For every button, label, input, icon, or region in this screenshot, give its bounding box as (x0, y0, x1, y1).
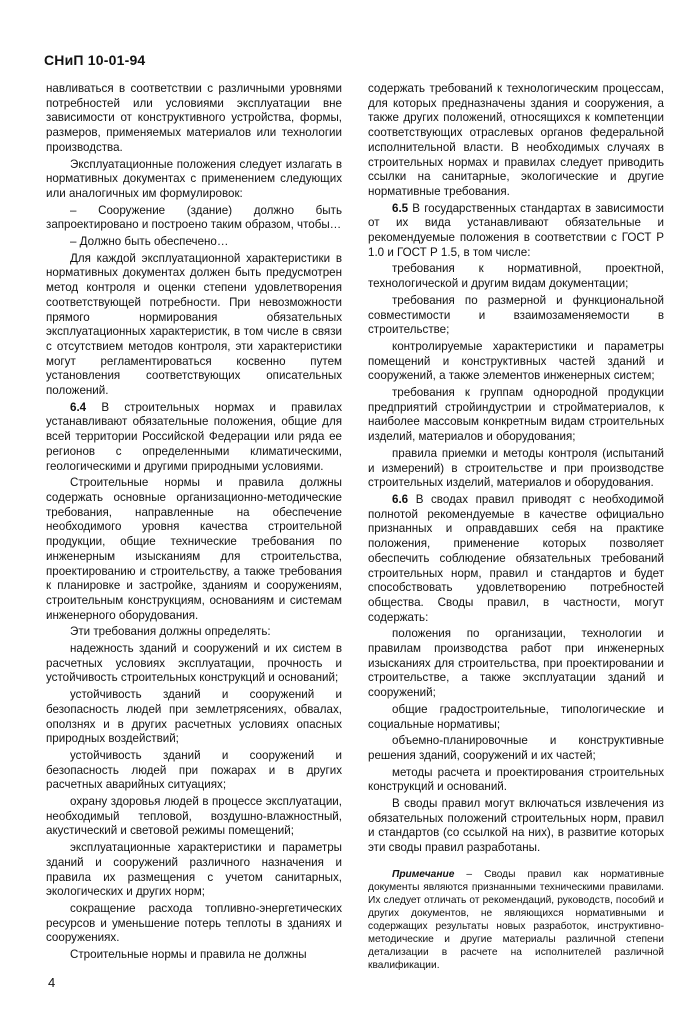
paragraph-text: В строительных нормах и правилах устанавливают обязательные положения, общие для всей территории Российской Федерации или ряда ее регионов с определенными климатическими, геологическими и другими природными условиями. (46, 400, 342, 473)
list-item: объемно-планировочные и конструктивные решения зданий, сооружений и их частей; (368, 734, 664, 762)
paragraph: Для каждой эксплуатационной характеристики в нормативных документах должен быть предусмотрен метод контроля и оценки степени удовлетворения соответствующей потребности. При невозможности прямого нормирования обязательных эксплуатационных характеристик, в том числе в связи с отсутствием методов контроля, эти характеристики могут регламентироваться косвенно путем установления соответствующих описательных положений. (46, 251, 342, 398)
list-item: устойчивость зданий и сооружений и безопасность людей при пожарах и в других расчетных аварийных ситуациях; (46, 748, 342, 792)
note-label: Примечание (392, 868, 455, 880)
quoted-formulation: – Сооружение (здание) должно быть запроектировано и построено таким образом, чтобы… (46, 203, 342, 232)
list-item: охрану здоровья людей в процессе эксплуатации, необходимый тепловой, воздушно-влажностный, акустический и световой режимы помещений; (46, 795, 342, 838)
numbered-paragraph (368, 202, 664, 261)
list-item: устойчивость зданий и сооружений и безопасность людей при землетрясениях, обвалах, оползнях и в других расчетных условиях опасных природных воздействий; (46, 688, 342, 746)
list-item: требования по размерной и функциональной совместимости и взаимозаменяемости в строительстве; (368, 293, 664, 337)
list-item: требования к нормативной, проектной, технологической и другим видам документации; (368, 262, 664, 291)
list-item: сокращение расхода топливно-энергетических ресурсов и уменьшение потерь теплоты в зданиях и сооружениях. (46, 901, 342, 945)
paragraph: содержать требований к технологическим процессам, для которых предназначены здания и сооружения, а также других положений, относящихся к компетенции соответствующих отраслевых органов федеральной исполнительной власти. В необходимых случаях в строительных нормах и правилах следует приводить ссылки на санитарные, экологические и другие нормативные требования. (368, 82, 664, 198)
list-item: методы расчета и проектирования строительных конструкций и оснований. (368, 765, 664, 794)
list-item: контролируемые характеристики и параметры помещений и конструктивных частей зданий и сооружений, а также элементов инженерных систем; (368, 339, 664, 383)
list-item: надежность зданий и сооружений и их систем в расчетных условиях эксплуатации, прочность и устойчивость строительных конструкций и оснований; (46, 642, 342, 685)
left-text-column (46, 82, 342, 965)
paragraph: В своды правил могут включаться извлечения из обязательных положений строительных норм, правил и стандартов (со ссылкой на них), в развитие которых эти своды правил разработаны. (368, 797, 664, 855)
paragraph: Строительные нормы и правила не должны (70, 948, 307, 962)
quoted-formulation: – Должно быть обеспечено… (70, 235, 229, 249)
paragraph-text: В государственных стандартах в зависимости от их вида устанавливают обязательные и рекомендуемые положения в соответствии с ГОСТ Р 1.0 и ГОСТ Р 1.5, в том числе: (368, 201, 664, 259)
numbered-paragraph (46, 401, 342, 475)
section-number: 6.6 (392, 492, 409, 506)
list-item: положения по организации, технологии и правилам производства работ при инженерных изысканиях для строительства, при проектировании и строительстве, а также эксплуатации зданий и сооружений; (368, 627, 664, 700)
paragraph: Строительные нормы и правила должны содержать основные организационно-методические требования, направленные на обеспечение необходимого уровня качества строительной продукции, общие технические требования по инженерным изысканиям для строительства, проектированию и строительству, а также требования к планировке и застройке, зданиям и сооружениям, строительным конструкциям, основаниям и системам инженерного оборудования. (46, 476, 342, 622)
paragraph: Эксплуатационные положения следует излагать в нормативных документах с применением следующих или аналогичных им формулировок: (46, 157, 342, 200)
section-number: 6.4 (70, 400, 87, 414)
paragraph: Эти требования должны определять: (70, 625, 271, 639)
note-text: – Своды правил как нормативные документы являются признанными техническими правилами. Их следует отличать от рекомендаций, руководств, пособий и других документов, не являющихся нормативными и содержащих результаты новых разработок, инструктивно-методические и другие материалы различной степени детализации в расчете на исполнителей различной квалификации. (368, 868, 664, 971)
paragraph-text: В сводах правил приводят с необходимой полнотой рекомендуемые в качестве официально признанных и оправдавших себя на практике положения, применение которых позволяет обеспечить соблюдение обязательных требований строительных норм, правил и стандартов и будет способствовать удовлетворению потребностей общества. Своды правил, в частности, могут содержать: (368, 492, 664, 624)
page-number: 4 (48, 975, 56, 990)
list-item: общие градостроительные, типологические и социальные нормативы; (368, 702, 664, 731)
list-item: эксплуатационные характеристики и параметры зданий и сооружений различного назначения и правила их размещения с учетом санитарных, экологических и других норм; (46, 841, 342, 899)
section-number: 6.5 (392, 201, 409, 215)
paragraph: навливаться в соответствии с различными уровнями потребностей или условиями эксплуатации вне зависимости от конструктивного устройства, формы, размеров, применяемых материалов или технологии производства. (46, 82, 342, 154)
document-code-header: СНиП 10-01-94 (44, 52, 146, 68)
numbered-paragraph (368, 493, 664, 625)
list-item: правила приемки и методы контроля (испытаний и измерений) в строительстве и при производстве строительных изделий, материалов и оборудования. (368, 446, 664, 490)
note-paragraph (368, 868, 664, 972)
list-item: требования к группам однородной продукции предприятий стройиндустрии и стройматериалов, к наиболее массовым конкретным видам строительных изделий, материалов и оборудования; (368, 386, 664, 444)
right-text-column (368, 82, 664, 974)
